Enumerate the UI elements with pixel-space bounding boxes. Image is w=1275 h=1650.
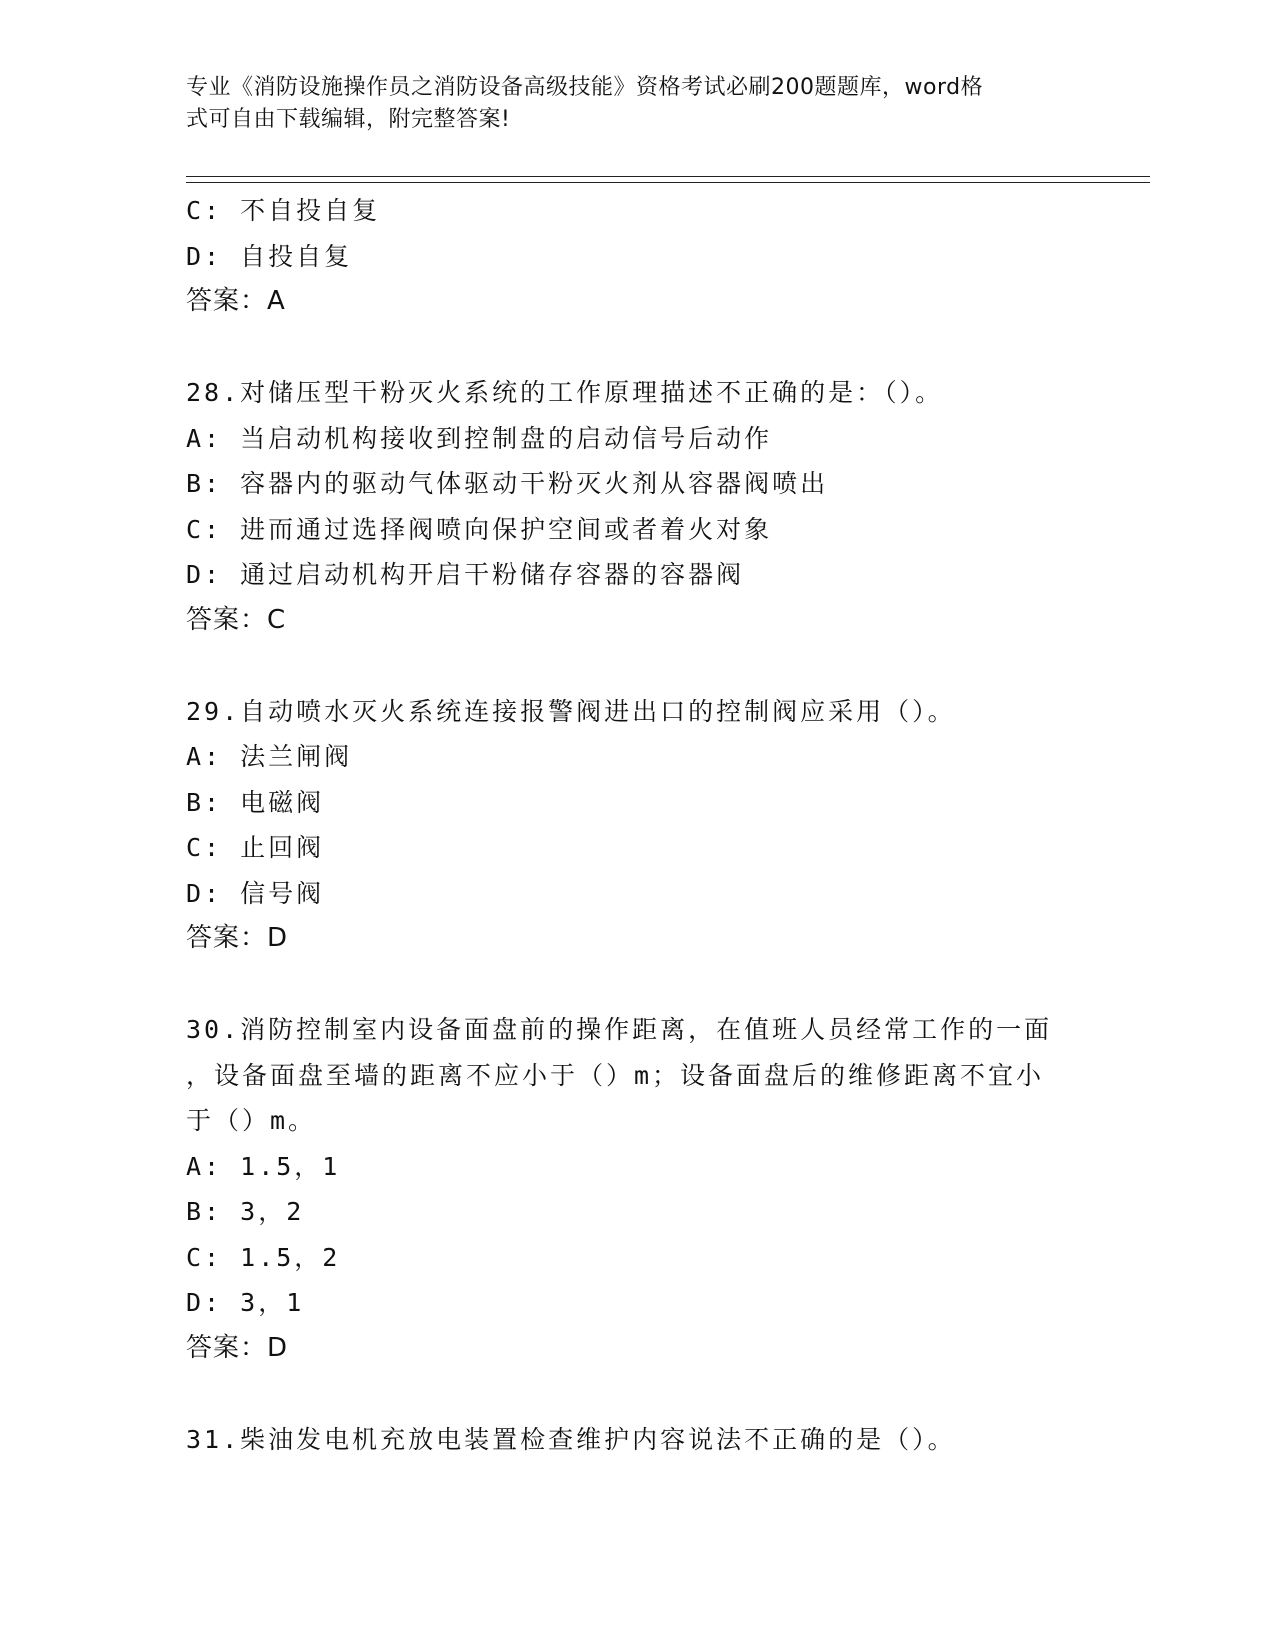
option-a: A: 法兰闸阀: [186, 742, 353, 771]
question-30: [186, 1007, 1086, 1371]
header-divider: [186, 176, 1150, 183]
spacer: [186, 962, 1086, 1008]
option-b: B: 电磁阀: [186, 787, 325, 817]
answer-label: 答案：A: [186, 286, 286, 316]
option-d: D: 自投自复: [186, 241, 353, 271]
option-d: D: 通过启动机构开启干粉储存容器的容器阀: [186, 560, 745, 589]
question-stem: 29.自动喷水灭火系统连接报警阀进出口的控制阀应采用（）。: [186, 696, 956, 726]
option-c: C: 进而通过选择阀喷向保护空间或者着火对象: [186, 514, 773, 544]
answer-label: 答案：C: [186, 604, 287, 635]
question-31: [186, 1417, 1086, 1463]
option-b: B: 3，2: [186, 1197, 305, 1226]
question-stem-line-3: 于（）m。: [186, 1106, 317, 1135]
previous-question-tail: [186, 188, 1086, 325]
option-a: A: 当启动机构接收到控制盘的启动信号后动作: [186, 423, 773, 453]
document-header: [186, 72, 1086, 136]
option-d: D: 3，1: [186, 1288, 305, 1317]
spacer: [186, 1371, 1086, 1417]
header-line-1: 专业《消防设施操作员之消防设备高级技能》资格考试必刷200题题库，word格: [186, 75, 984, 100]
option-c: C: 1.5，2: [186, 1242, 341, 1272]
option-c: C: 不自投自复: [186, 196, 381, 225]
option-c: C: 止回阀: [186, 833, 325, 862]
question-stem-line-1: 30.消防控制室内设备面盘前的操作距离，在值班人员经常工作的一面: [186, 1015, 1053, 1044]
question-28: [186, 370, 1086, 643]
option-b: B: 容器内的驱动气体驱动干粉灭火剂从容器阀喷出: [186, 469, 829, 498]
question-stem: 31.柴油发电机充放电装置检查维护内容说法不正确的是（）。: [186, 1424, 956, 1454]
question-stem-line-2: ，设备面盘至墙的距离不应小于（）m；设备面盘后的维修距离不宜小: [186, 1060, 1045, 1090]
option-a: A: 1.5，1: [186, 1151, 341, 1181]
question-29: [186, 689, 1086, 962]
header-line-2: 式可自由下载编辑，附完整答案!: [186, 107, 511, 132]
question-stem: 28.对储压型干粉灭火系统的工作原理描述不正确的是：（）。: [186, 378, 944, 407]
answer-label: 答案：D: [186, 923, 289, 953]
option-d: D: 信号阀: [186, 878, 325, 908]
spacer: [186, 325, 1086, 371]
question-list: [186, 188, 1086, 1462]
spacer: [186, 643, 1086, 689]
answer-label: 答案：D: [186, 1332, 289, 1363]
